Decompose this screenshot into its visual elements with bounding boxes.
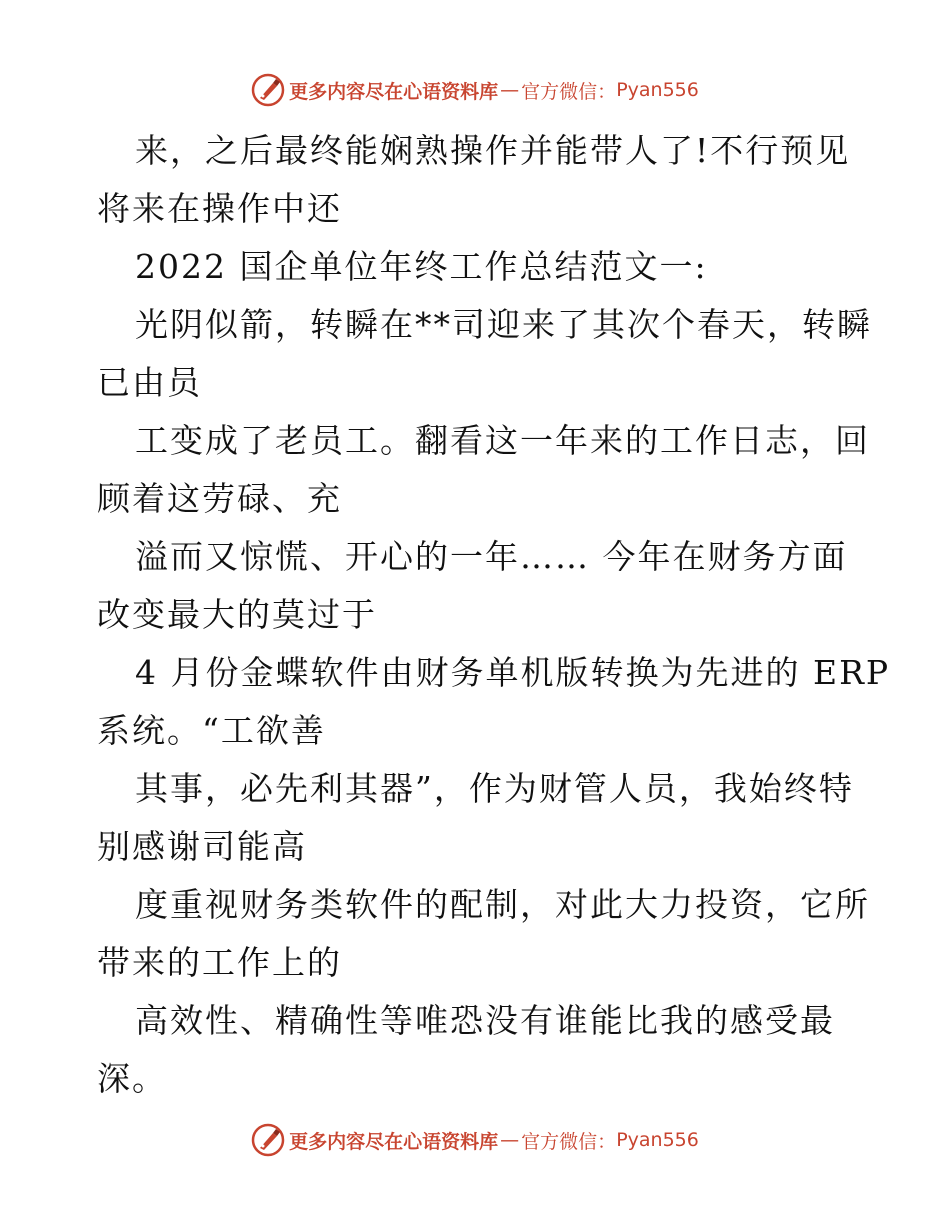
banner-official-label: 官方微信： (521, 80, 617, 103)
text-line: 4 月份金蝶软件由财务单机版转换为先进的 ERP (135, 653, 891, 692)
header-banner (0, 70, 950, 110)
banner-wechat-id: Pyan556 (616, 1129, 699, 1151)
text-line: 带来的工作上的 (97, 943, 342, 982)
text-line: 已由员 (97, 363, 202, 402)
banner-site-text: 更多内容尽在心语资料库 (289, 1130, 499, 1153)
banner-dash: — (500, 79, 520, 101)
fountain-pen-logo-icon (251, 1123, 285, 1157)
text-line: 光阴似箭，转瞬在**司迎来了其次个春天，转瞬 (135, 305, 872, 344)
banner-site-text: 更多内容尽在心语资料库 (289, 80, 499, 103)
footer-banner (0, 1120, 950, 1160)
text-line: 来，之后最终能娴熟操作并能带人了!不行预见 (135, 131, 851, 170)
document-body (97, 122, 891, 1108)
banner-wechat-id: Pyan556 (616, 79, 699, 101)
text-line: 溢而又惊慌、开心的一年…… 今年在财务方面 (135, 537, 848, 576)
text-line: 其事，必先利其器”，作为财管人员，我始终特 (135, 769, 854, 808)
banner-dash: — (500, 1129, 520, 1151)
text-line: 度重视财务类软件的配制，对此大力投资，它所 (135, 885, 870, 924)
text-line: 改变最大的莫过于 (97, 595, 377, 634)
text-line: 高效性、精确性等唯恐没有谁能比我的感受最 (135, 1001, 835, 1040)
text-line: 工变成了老员工。翻看这一年来的工作日志，回 (135, 421, 870, 460)
banner-official-label: 官方微信： (521, 1130, 617, 1153)
text-line: 将来在操作中还 (97, 189, 342, 228)
section-heading: 2022 国企单位年终工作总结范文一: (135, 247, 708, 286)
text-line: 系统。“工欲善 (97, 711, 326, 750)
text-line: 深。 (97, 1059, 167, 1098)
text-line: 顾着这劳碌、充 (97, 479, 342, 518)
text-line: 别感谢司能高 (97, 827, 307, 866)
fountain-pen-logo-icon (251, 73, 285, 107)
